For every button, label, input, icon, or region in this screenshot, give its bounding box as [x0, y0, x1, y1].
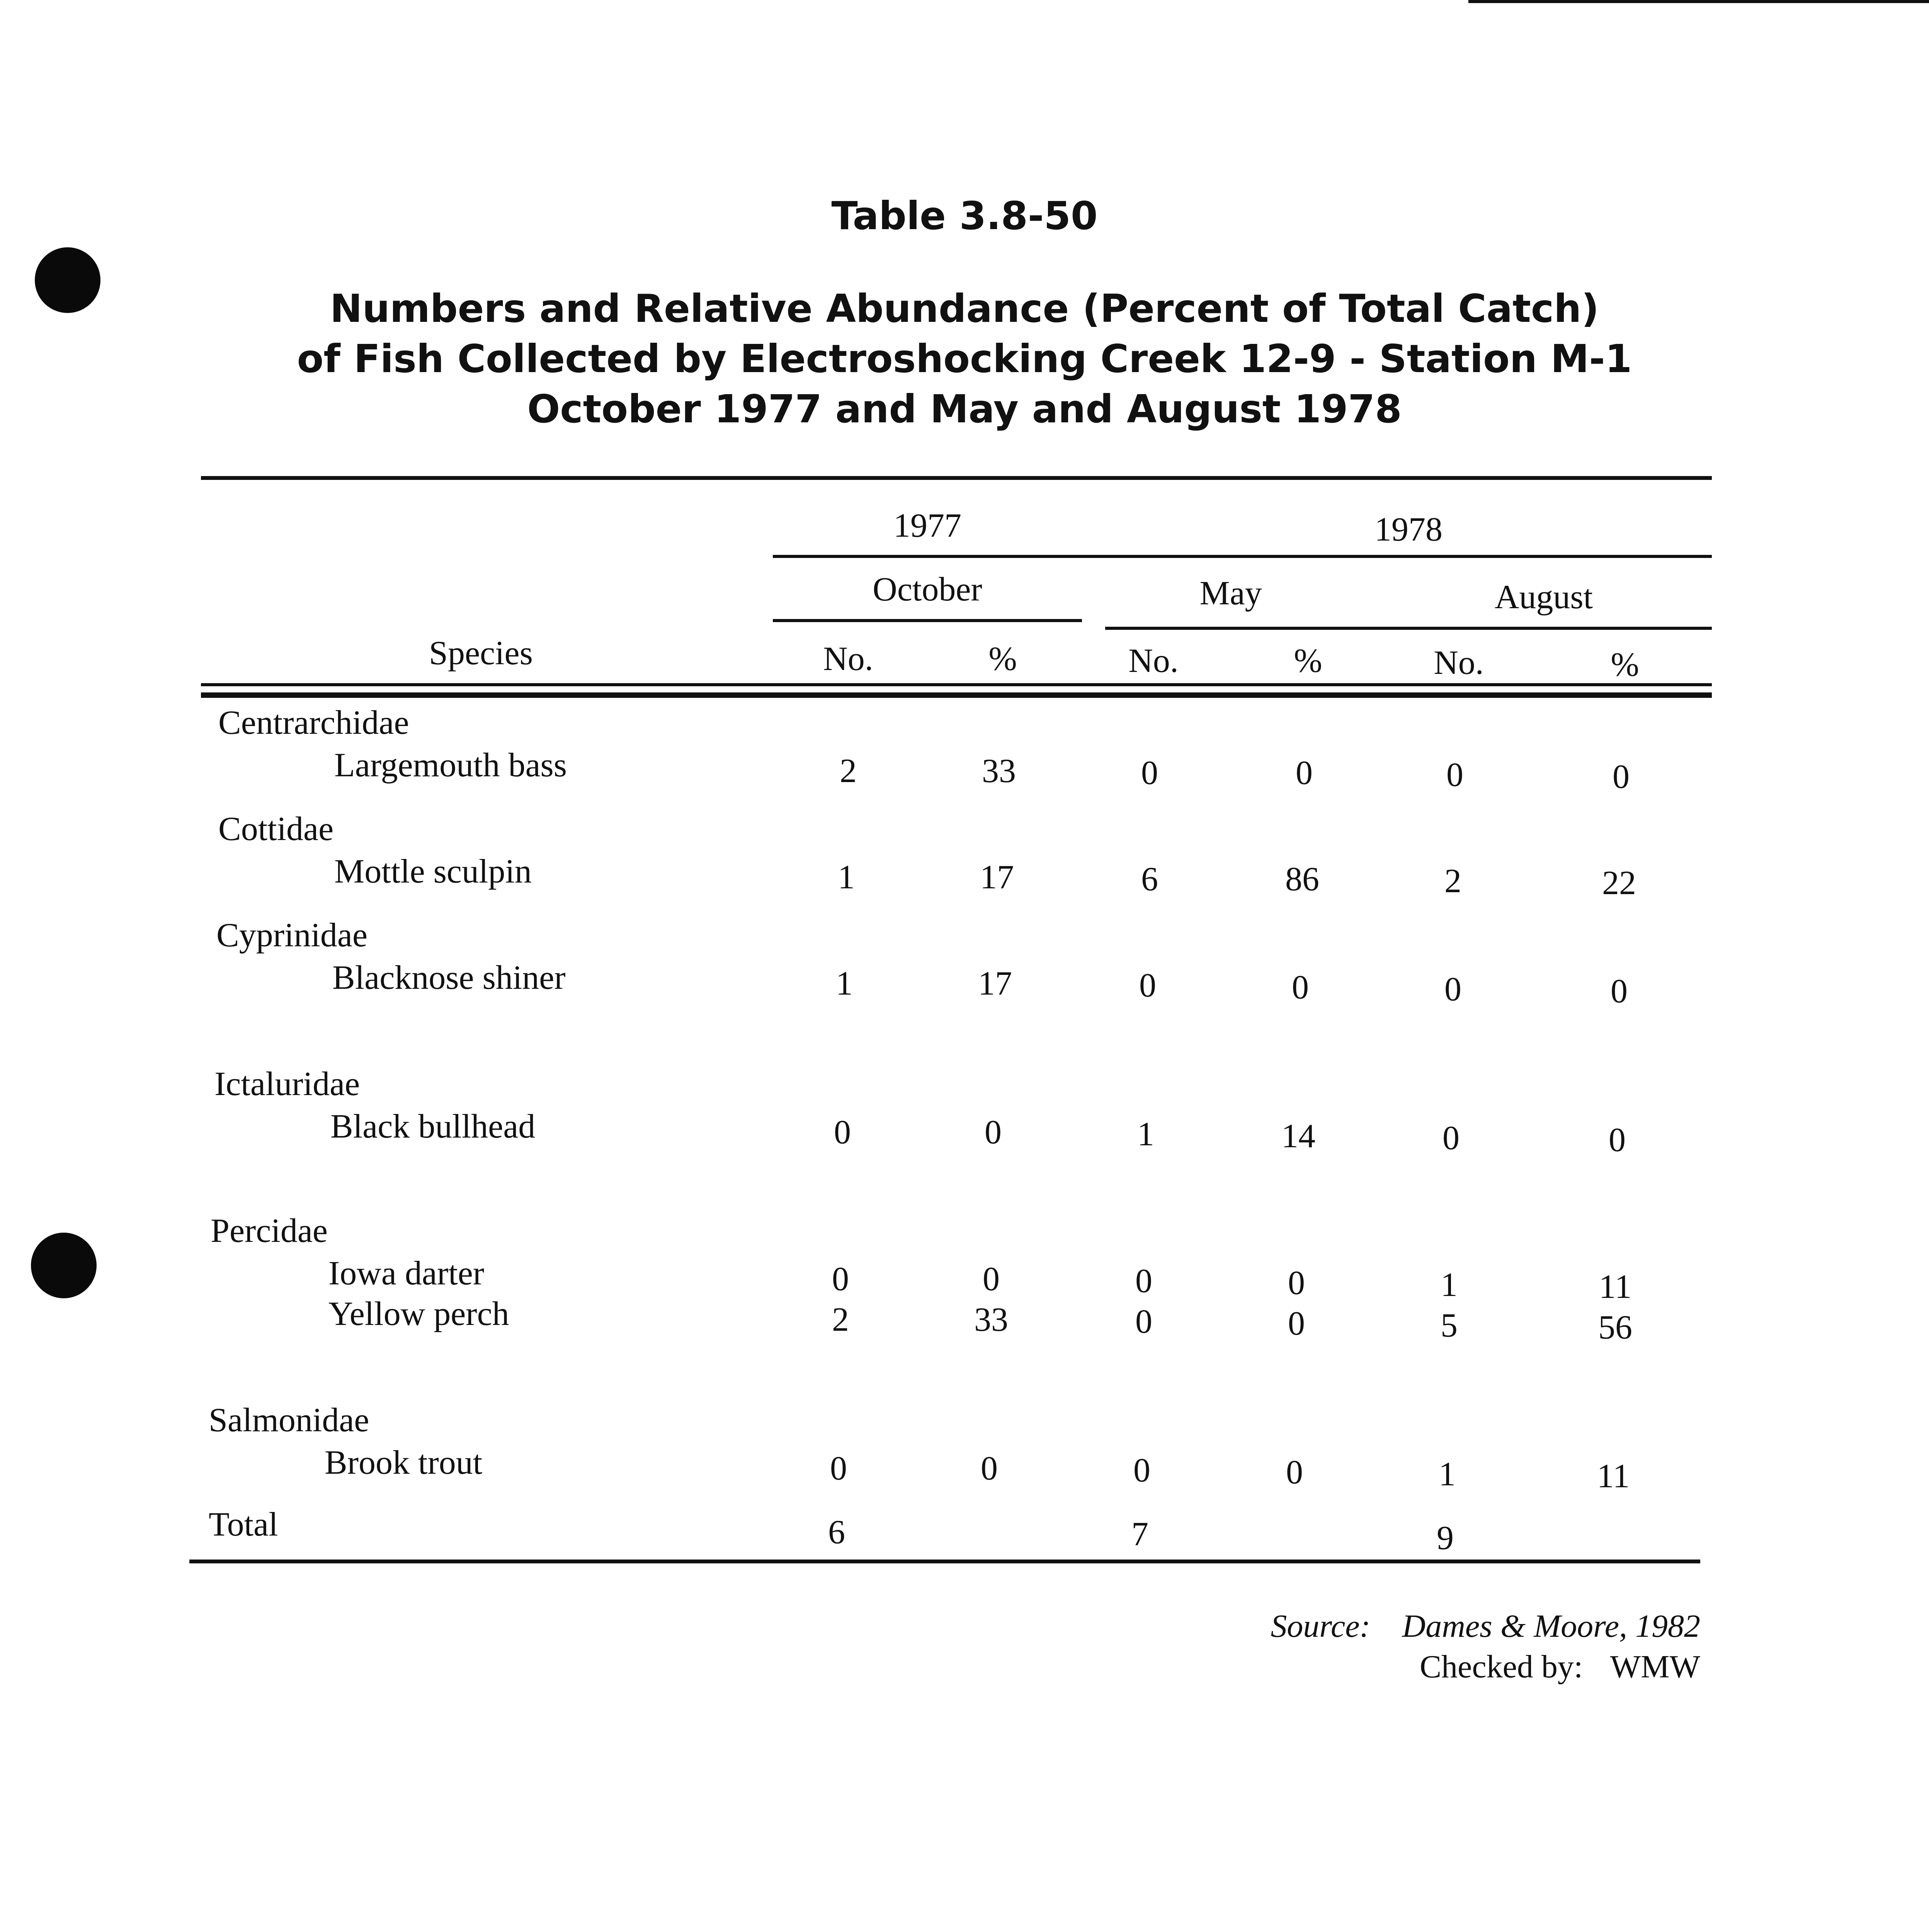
value-cell: 0 [1286, 1454, 1303, 1491]
year-1978-header: 1978 [1374, 511, 1442, 548]
family-label: Centrarchidae [218, 704, 409, 742]
col-header-aug-pct: % [1611, 646, 1639, 684]
total-october: 6 [828, 1514, 845, 1551]
species-label: Yellow perch [328, 1295, 509, 1333]
value-cell: 0 [1288, 1305, 1305, 1342]
checked-by-value: WMW [1610, 1649, 1700, 1685]
value-cell: 17 [978, 965, 1012, 1002]
col-header-aug-no: No. [1434, 644, 1484, 682]
value-cell: 1 [1137, 1116, 1154, 1153]
species-label: Iowa darter [328, 1255, 485, 1292]
value-cell: 0 [1444, 971, 1461, 1008]
source-text: Dames & Moore, 1982 [1402, 1608, 1700, 1644]
table-title-line-1: Numbers and Relative Abundance (Percent of Total Catch) [330, 286, 1599, 331]
total-august: 9 [1437, 1519, 1454, 1557]
species-label: Blacknose shiner [332, 959, 566, 997]
species-label: Mottle sculpin [334, 853, 532, 890]
total-may: 7 [1131, 1515, 1148, 1553]
value-cell: 0 [981, 1450, 998, 1487]
table-top-rule [201, 476, 1712, 480]
value-cell: 0 [1446, 756, 1463, 794]
value-cell: 0 [834, 1114, 851, 1151]
value-cell: 0 [1133, 1452, 1150, 1489]
family-label: Ictaluridae [214, 1065, 360, 1103]
value-cell: 17 [980, 859, 1014, 896]
value-cell: 1 [1439, 1456, 1456, 1493]
col-header-oct-no: No. [823, 640, 873, 678]
species-label: Black bullhead [330, 1108, 536, 1145]
value-cell: 14 [1281, 1117, 1315, 1155]
value-cell: 0 [1442, 1119, 1460, 1157]
table-title-line-3: October 1977 and May and August 1978 [527, 386, 1402, 432]
source-label: Source: [1271, 1608, 1371, 1644]
value-cell: 0 [830, 1450, 847, 1487]
value-cell: 2 [1444, 862, 1461, 900]
value-cell: 0 [832, 1260, 849, 1298]
value-cell: 5 [1441, 1307, 1458, 1344]
value-cell: 0 [1135, 1303, 1152, 1340]
month-may-header: May [1199, 575, 1262, 612]
value-cell: 2 [832, 1301, 849, 1338]
species-label: Largemouth bass [334, 747, 567, 784]
header-bottom-rule-1 [201, 683, 1712, 686]
value-cell: 6 [1141, 861, 1158, 898]
value-cell: 11 [1599, 1268, 1632, 1306]
value-cell: 1 [838, 859, 855, 896]
month-underline-may-august [1105, 627, 1712, 630]
source-note [1271, 1607, 1700, 1645]
month-august-header: August [1494, 578, 1593, 616]
value-cell: 0 [1609, 1121, 1626, 1159]
header-bottom-rule-2 [201, 692, 1712, 698]
family-label: Percidae [211, 1212, 328, 1250]
value-cell: 33 [974, 1301, 1008, 1338]
value-cell: 11 [1597, 1458, 1630, 1495]
month-underline-october [773, 619, 1082, 622]
species-label: Brook trout [325, 1444, 483, 1481]
table-title-line-2: of Fish Collected by Electroshocking Creek 12-9 - Station M-1 [297, 336, 1632, 381]
value-cell: 22 [1602, 864, 1636, 902]
year-1977-header: 1977 [893, 507, 961, 544]
value-cell: 0 [1288, 1264, 1305, 1302]
value-cell: 0 [1292, 969, 1309, 1006]
top-edge-rule [1468, 0, 1929, 3]
month-october-header: October [873, 571, 982, 608]
family-label: Salmonidae [209, 1401, 369, 1439]
value-cell: 33 [982, 752, 1016, 790]
value-cell: 1 [1441, 1266, 1458, 1304]
checked-by-label: Checked by: [1420, 1649, 1583, 1685]
species-column-header: Species [429, 634, 533, 672]
table-bottom-rule [189, 1560, 1700, 1563]
total-label: Total [209, 1506, 278, 1543]
value-cell: 0 [1296, 754, 1313, 792]
col-header-may-pct: % [1294, 642, 1322, 680]
value-cell: 0 [1139, 967, 1156, 1004]
value-cell: 0 [983, 1260, 1000, 1298]
value-cell: 56 [1598, 1309, 1632, 1346]
value-cell: 86 [1285, 861, 1319, 898]
binder-hole-middle [31, 1233, 97, 1298]
value-cell: 0 [985, 1114, 1002, 1151]
value-cell: 0 [1141, 754, 1158, 792]
value-cell: 0 [1135, 1262, 1152, 1300]
col-header-oct-pct: % [988, 640, 1017, 678]
value-cell: 0 [1611, 973, 1628, 1010]
family-label: Cottidae [218, 810, 334, 848]
value-cell: 1 [836, 965, 853, 1002]
value-cell: 2 [840, 752, 857, 790]
col-header-may-no: No. [1128, 642, 1179, 680]
checked-by-note [1420, 1648, 1700, 1685]
table-number: Table 3.8-50 [831, 193, 1098, 238]
family-label: Cyprinidae [216, 917, 368, 954]
value-cell: 0 [1613, 758, 1630, 796]
year-underline [773, 555, 1712, 558]
